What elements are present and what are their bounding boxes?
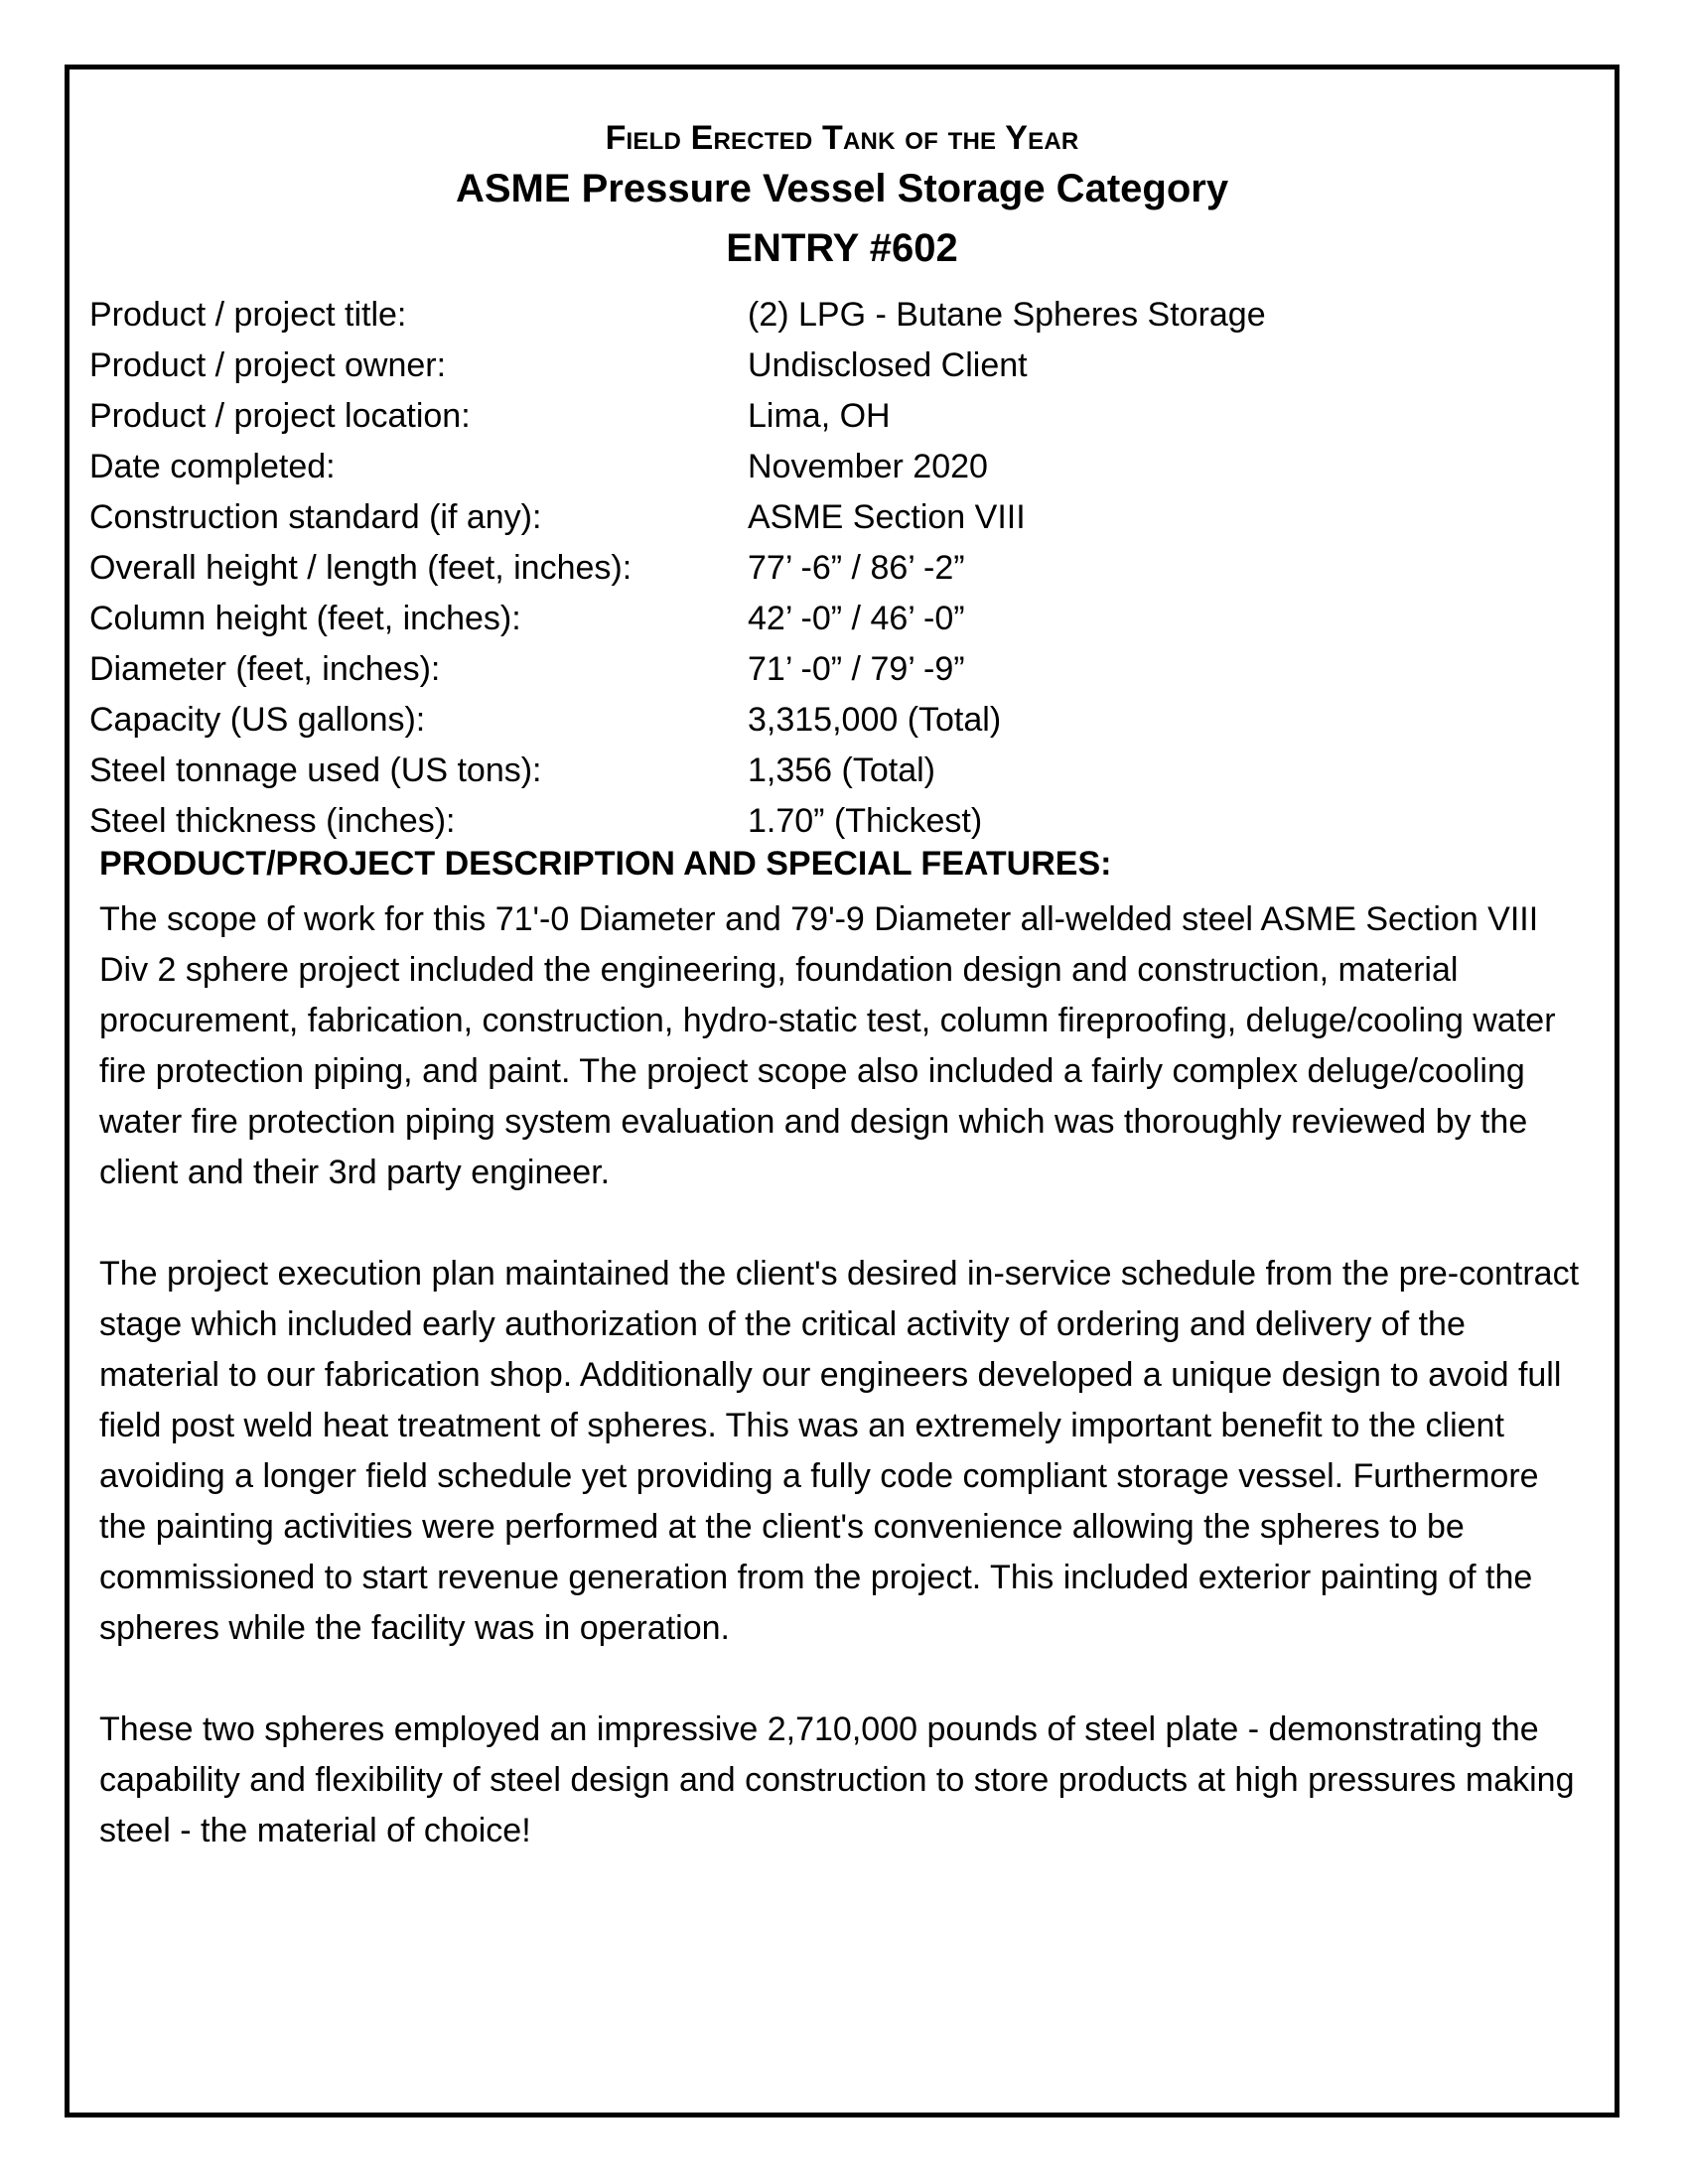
spec-value: 1.70” (Thickest)	[748, 802, 983, 840]
spec-label: Overall height / length (feet, inches):	[89, 549, 633, 587]
spec-label: Steel tonnage used (US tons):	[89, 751, 542, 789]
entry-number: ENTRY #602	[726, 226, 958, 270]
spec-value: November 2020	[748, 448, 988, 485]
category-title: ASME Pressure Vessel Storage Category	[455, 167, 1229, 210]
spec-row	[89, 796, 1579, 847]
spec-row	[89, 543, 1579, 594]
spec-label: Date completed:	[89, 448, 336, 485]
spec-value: 42’ -0” / 46’ -0”	[748, 600, 965, 637]
spec-row	[89, 442, 1579, 492]
spec-row	[89, 746, 1579, 796]
spec-table	[89, 290, 1579, 847]
award-title: Field Erected Tank of the Year	[605, 119, 1079, 157]
spec-value: Lima, OH	[748, 397, 891, 435]
spec-row	[89, 391, 1579, 442]
spec-value: 3,315,000 (Total)	[748, 701, 1002, 739]
spec-label: Column height (feet, inches):	[89, 600, 521, 637]
spec-row	[89, 341, 1579, 391]
spec-label: Product / project owner:	[89, 346, 447, 384]
spec-label: Diameter (feet, inches):	[89, 650, 441, 688]
description-paragraph: The project execution plan maintained the client's desired in-service schedule from the pre-contract stage which included early authorization of the critical activity of ordering and delivery of the material to our fabrication shop. Additionally our engineers developed a unique design to avoid full field post weld heat treatment of spheres. This was an extremely important benefit to the client avoiding a longer field schedule yet providing a fully code compliant storage vessel. Furthermore the painting activities were performed at the client's convenience allowing the spheres to be commissioned to start revenue generation from the project. This included exterior painting of the spheres while the facility was in operation.	[99, 1255, 1580, 1647]
spec-row	[89, 695, 1579, 746]
description-heading: PRODUCT/PROJECT DESCRIPTION AND SPECIAL FEATURES:	[99, 845, 1112, 883]
spec-label: Capacity (US gallons):	[89, 701, 426, 739]
spec-row	[89, 594, 1579, 644]
spec-value: 77’ -6” / 86’ -2”	[748, 549, 965, 587]
spec-value: 71’ -0” / 79’ -9”	[748, 650, 965, 688]
description-paragraph: These two spheres employed an impressive 2,710,000 pounds of steel plate - demonstrating the capability and flexibility of steel design and construction to store products at high pressures making steel - the material of choice!	[99, 1710, 1575, 1849]
spec-value: Undisclosed Client	[748, 346, 1028, 384]
spec-row	[89, 492, 1579, 543]
spec-value: ASME Section VIII	[748, 498, 1026, 536]
spec-label: Construction standard (if any):	[89, 498, 542, 536]
spec-label: Product / project title:	[89, 296, 407, 334]
spec-label: Steel thickness (inches):	[89, 802, 456, 840]
spec-row	[89, 290, 1579, 341]
spec-label: Product / project location:	[89, 397, 471, 435]
description-body	[99, 894, 1589, 1856]
entry-frame	[65, 65, 1619, 2117]
spec-row	[89, 644, 1579, 695]
spec-value: 1,356 (Total)	[748, 751, 935, 789]
spec-value: (2) LPG - Butane Spheres Storage	[748, 296, 1266, 334]
description-paragraph: The scope of work for this 71'-0 Diameter and 79'-9 Diameter all-welded steel ASME Section VIII Div 2 sphere project included the engineering, foundation design and construction, material procurement, fabrication, construction, hydro-static test, column fireproofing, deluge/cooling water fire protection piping, and paint. The project scope also included a fairly complex deluge/cooling water fire protection piping system evaluation and design which was thoroughly reviewed by the client and their 3rd party engineer.	[99, 900, 1556, 1191]
